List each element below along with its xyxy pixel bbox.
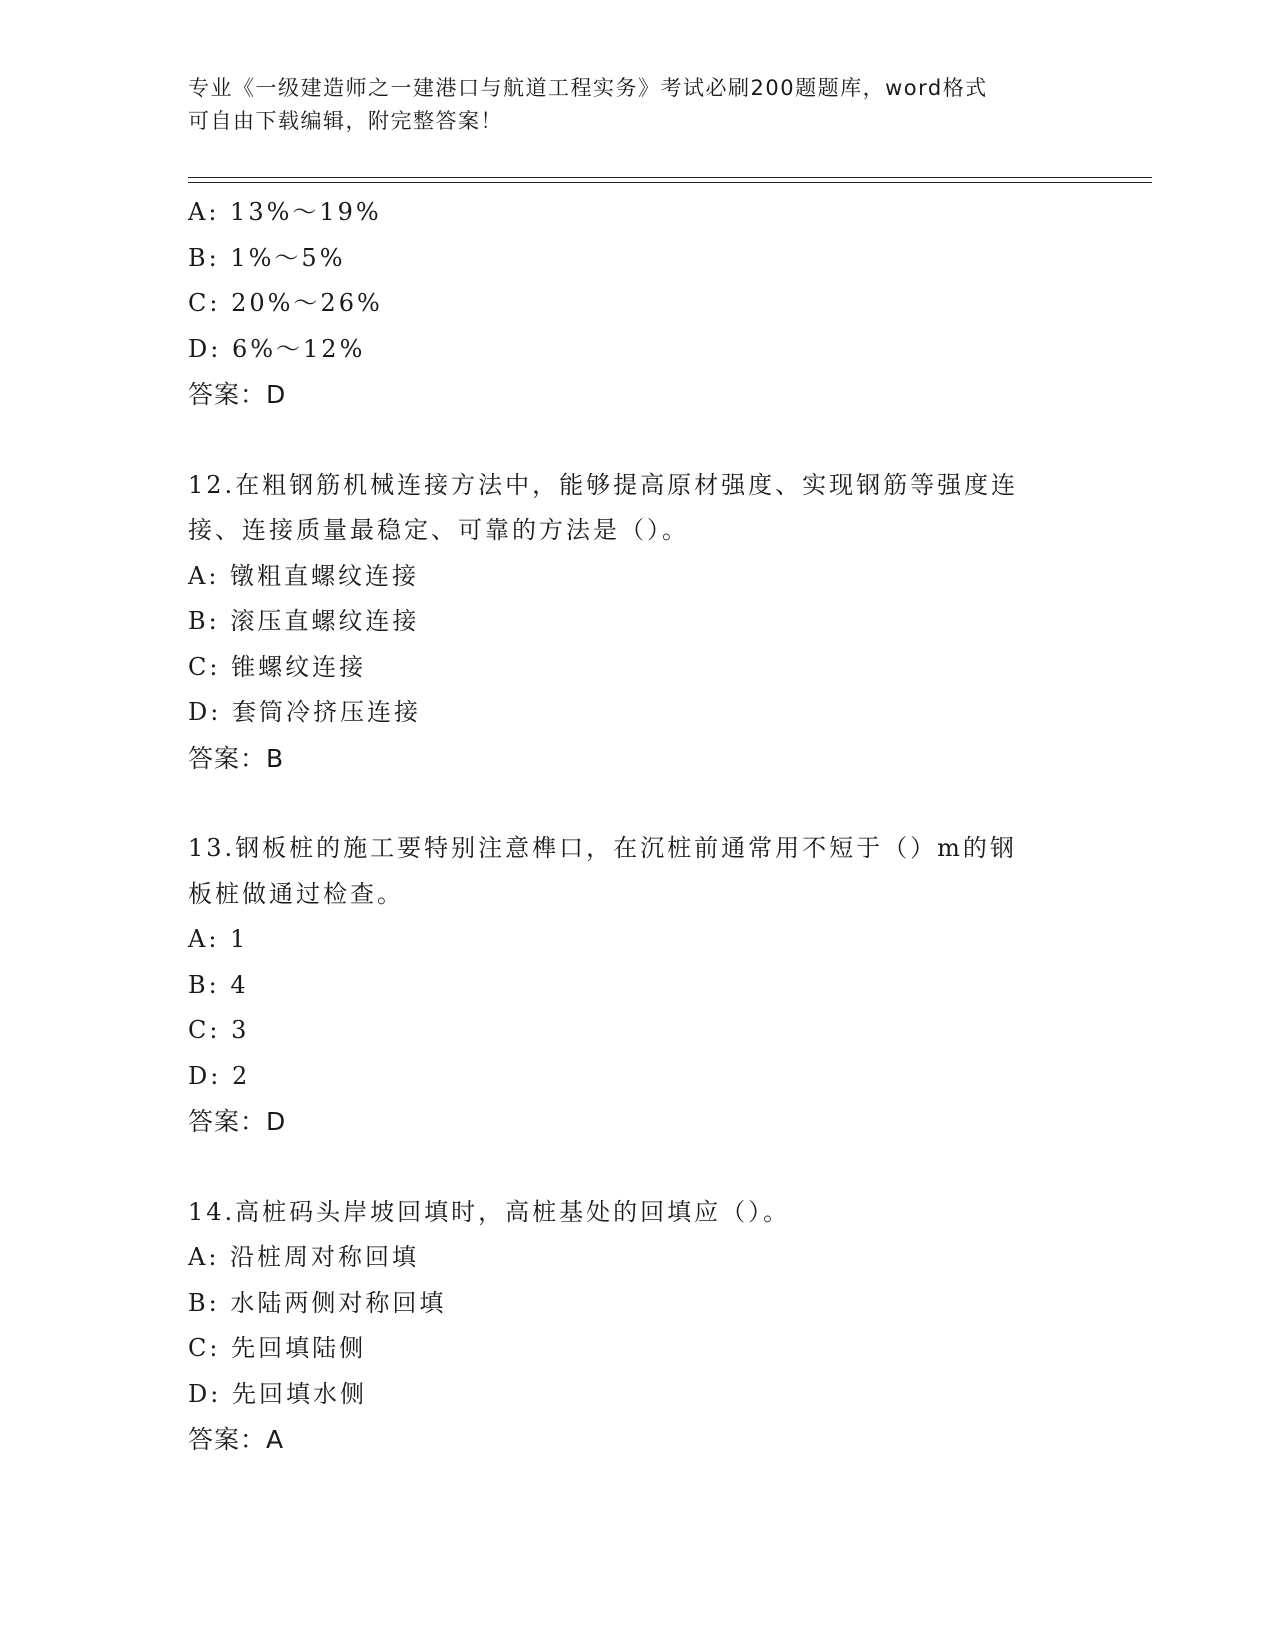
header-rule-bottom [188,182,1152,183]
option-c: C: 先回填陆侧 [188,1334,367,1362]
document-header [188,72,1068,138]
option-d: D: 先回填水侧 [188,1379,367,1408]
answer: 答案：B [188,743,285,773]
option-d: D: 6%～12% [188,334,366,363]
option-c: C: 20%～26% [188,289,383,317]
question-14 [188,1190,1088,1463]
option-d: D: 套筒冷挤压连接 [188,698,421,726]
option-c: C: 3 [188,1016,250,1044]
option-b: B: 1%～5% [188,243,346,272]
option-d: D: 2 [188,1061,251,1090]
option-b: B: 滚压直螺纹连接 [188,607,420,635]
header-line-2: 可自由下载编辑，附完整答案！ [188,109,503,133]
option-a: A: 镦粗直螺纹连接 [188,561,420,590]
document-body [188,190,1088,1463]
header-rule-top [188,177,1152,178]
question-text: 板桩做通过检查。 [188,879,404,908]
option-a: A: 1 [188,925,249,953]
answer: 答案：D [188,1107,287,1136]
option-b: B: 4 [188,970,249,999]
option-a: A: 13%～19% [188,198,382,226]
option-b: B: 水陆两侧对称回填 [188,1288,447,1317]
answer: 答案：D [188,380,287,409]
option-a: A: 沿桩周对称回填 [188,1243,420,1271]
header-line-1: 专业《一级建造师之一建港口与航道工程实务》考试必刷200题题库，word格式 [188,76,988,100]
question-text: 14.高桩码头岸坡回填时，高桩基处的回填应（）。 [188,1197,791,1226]
option-c: C: 锥螺纹连接 [188,652,367,681]
question-text: 12.在粗钢筋机械连接方法中，能够提高原材强度、实现钢筋等强度连 [188,470,1019,499]
answer: 答案：A [188,1425,285,1454]
question-13 [188,826,1088,1145]
question-12 [188,463,1088,782]
question-11-partial [188,190,1088,418]
question-text: 接、连接质量最稳定、可靠的方法是（）。 [188,516,689,544]
question-text: 13.钢板桩的施工要特别注意榫口，在沉桩前通常用不短于（）m的钢 [188,834,1017,862]
